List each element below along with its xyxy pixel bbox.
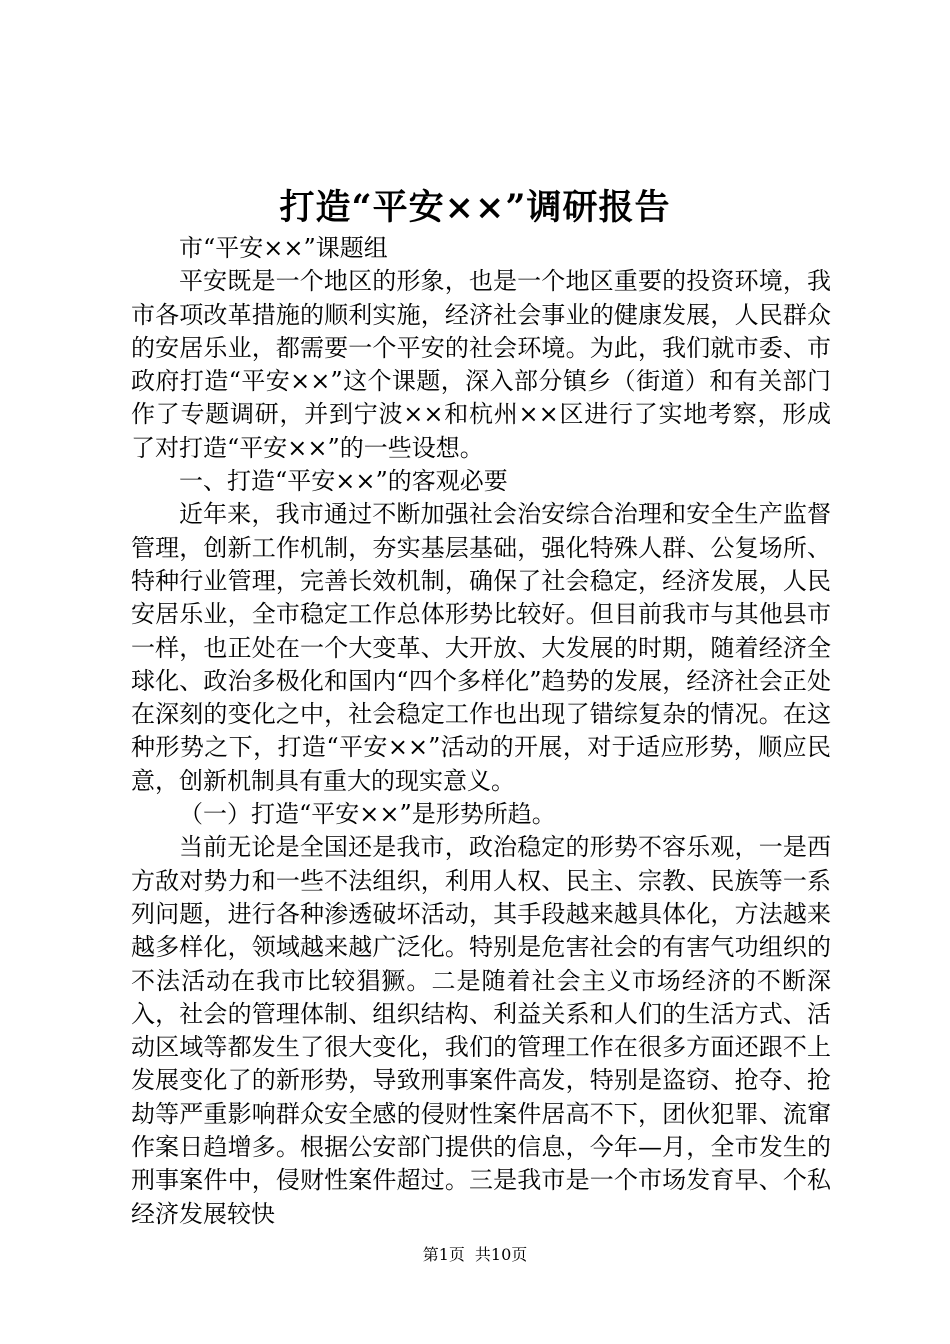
- subsection-heading: （一）打造“平安××”是形势所趋。: [179, 800, 556, 829]
- page-total: 共10页: [474, 1245, 528, 1264]
- section-paragraph: 近年来，我市通过不断加强社会治安综合治理和安全生产监督管理，创新工作机制，夯实基层基础，强化特殊人群、公复场所、特种行业管理，完善长效机制，确保了社会稳定，经济发展，人民安居乐业，全市稳定工作总体形势比较好。但目前我市与其他县市一样，也正处在一个大变革、大开放、大发展的时期，随着经济全球化、政治多极化和国内“四个多样化”趋势的发展，经济社会正处在深刻的变化之中，社会稳定工作也出现了错综复杂的情况。在这种形势之下，打造“平安××”活动的开展，对于适应形势，顺应民意，创新机制具有重大的现实意义。: [131, 500, 831, 795]
- subsection-paragraph: 当前无论是全国还是我市，政治稳定的形势不容乐观，一是西方敌对势力和一些不法组织，利用人权、民主、宗教、民族等一系列问题，进行各种渗透破坏活动，其手段越来越具体化，方法越来越多样化，领域越来越广泛化。特别是危害社会的有害气功组织的不法活动在我市比较猖獗。二是随着社会主义市场经济的不断深入，社会的管理体制、组织结构、利益关系和人们的生活方式、活动区域等都发生了很大变化，我们的管理工作在很多方面还跟不上发展变化了的新形势，导致刑事案件高发，特别是盗窃、抢夺、抢劫等严重影响群众安全感的侵财性案件居高不下，团伙犯罪、流窜作案日趋增多。根据公安部门提供的信息，今年—月，全市发生的刑事案件中，侵财性案件超过。三是我市是一个市场发育早、个私经济发展较快: [131, 833, 831, 1228]
- intro-paragraph: 平安既是一个地区的形象，也是一个地区重要的投资环境，我市各项改革措施的顺利实施，经济社会事业的健康发展，人民群众的安居乐业，都需要一个平安的社会环境。为此，我们就市委、市政府打造“平安××”这个课题，深入部分镇乡（街道）和有关部门作了专题调研，并到宁波××和杭州××区进行了实地考察，形成了对打造“平安××”的一些设想。: [131, 267, 831, 462]
- page-number: 第1页: [422, 1245, 465, 1264]
- author-line: 市“平安××”课题组: [179, 234, 388, 262]
- document-body: [131, 232, 831, 1231]
- page-footer: [0, 1244, 950, 1266]
- section-heading: 一、打造“平安××”的客观必要: [179, 467, 508, 496]
- document-title: 打造“平安××”调研报告: [279, 187, 671, 228]
